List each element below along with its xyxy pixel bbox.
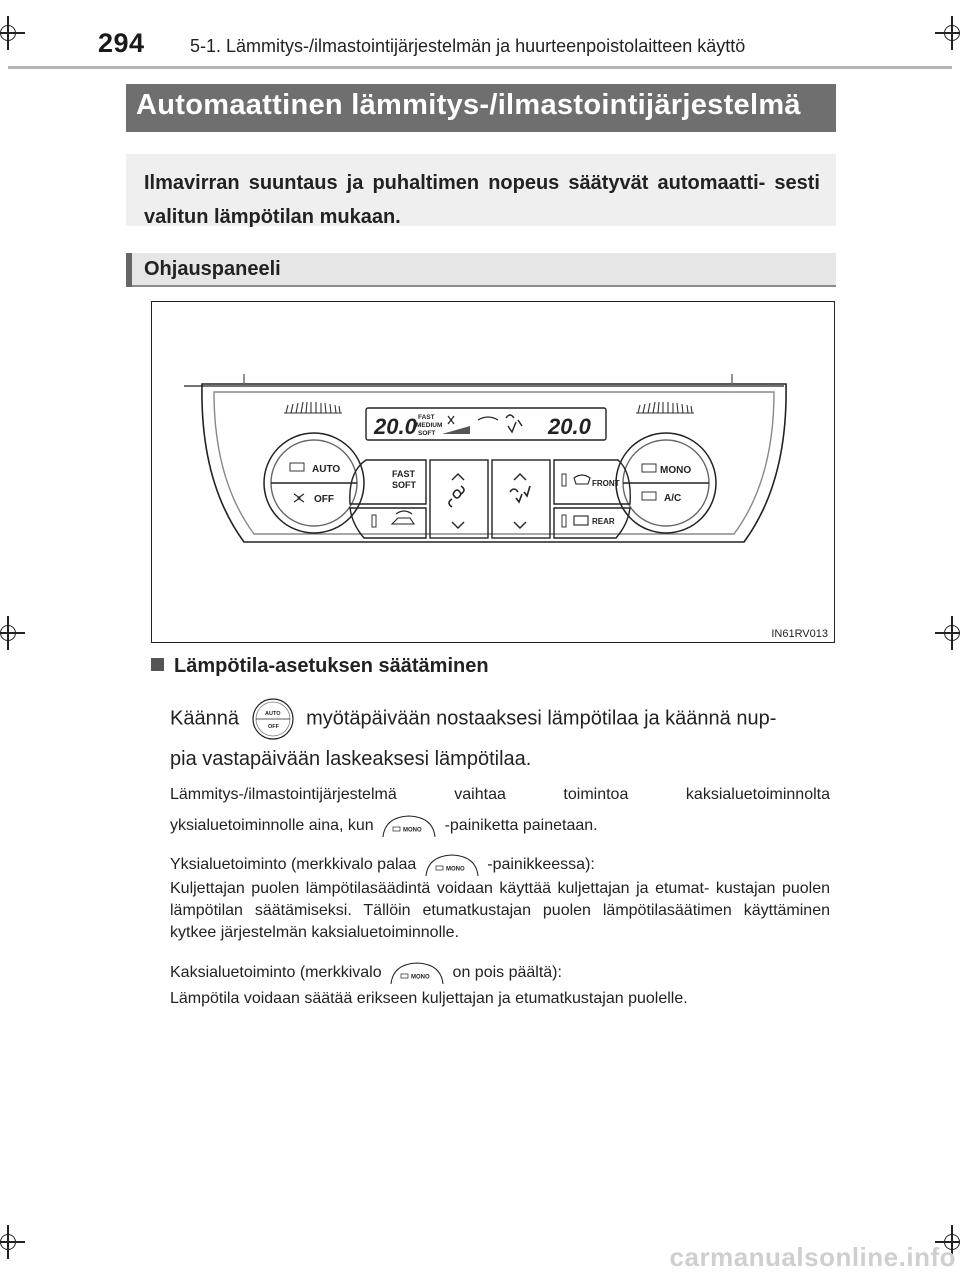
- control-panel-illustration: [152, 302, 836, 644]
- svg-text:MONO: MONO: [411, 974, 430, 981]
- off-button-label: OFF: [314, 494, 334, 505]
- single-zone-heading: Yksialuetoiminto (merkkivalo palaa MONO -painikkeessa):: [170, 852, 830, 878]
- subsection-title: Ohjauspaneeli: [144, 258, 281, 280]
- auto-indicator-icon: [290, 463, 304, 471]
- front-indicator-icon: [562, 474, 566, 486]
- driver-temperature-dial[interactable]: [264, 433, 364, 533]
- section-title: Automaattinen lämmitys-/ilmastointijärjestelmä: [136, 89, 801, 121]
- fan-up-chevron-icon: [452, 474, 464, 480]
- display-temp-right: 20.0: [548, 414, 591, 439]
- temperature-instruction-line2: pia vastapäivään laskeaksesi lämpötilaa.: [170, 748, 532, 770]
- page-number: 294: [98, 28, 145, 58]
- fan-icon: [449, 486, 464, 507]
- header-rule: [8, 66, 952, 69]
- fan-down-chevron-icon: [452, 522, 464, 528]
- fan-level-bar: [442, 426, 470, 434]
- display-temp-left: 20.0: [374, 414, 417, 439]
- ac-indicator-icon: [642, 492, 656, 500]
- svg-text:AUTO: AUTO: [264, 711, 281, 717]
- recirculation-icon: [392, 511, 414, 524]
- mode-switch-line2: yksialuetoiminnolle aina, kun MONO -painiketta painetaan.: [170, 813, 830, 839]
- dual-zone-heading: Kaksialuetoiminto (merkkivalo MONO on pois päältä):: [170, 960, 830, 986]
- mode-switch-line1: Lämmitys-/ilmastointijärjestelmä vaihtaa toimintoa kaksialuetoiminnolta: [170, 786, 830, 803]
- subsection-heading: [126, 253, 836, 287]
- crop-mark-mid-right: [935, 616, 960, 650]
- rear-indicator-icon: [562, 515, 566, 527]
- ac-button-label: A/C: [664, 493, 682, 504]
- mode-up-chevron-icon: [514, 474, 526, 480]
- fan-off-icon: [294, 494, 304, 502]
- rear-label: REAR: [592, 517, 615, 526]
- display-airflow-icon: [506, 415, 522, 432]
- crop-mark-top-right: [935, 16, 960, 50]
- mode-down-chevron-icon: [514, 522, 526, 528]
- mono-button-label: MONO: [660, 465, 692, 476]
- crop-mark-bottom-left: [0, 1225, 25, 1259]
- crop-mark-top-left: [0, 16, 25, 50]
- front-label: FRONT: [592, 479, 620, 488]
- airflow-mode-icon: [510, 486, 530, 502]
- display-fan-icon: [448, 416, 454, 424]
- mono-indicator-icon: [642, 464, 656, 472]
- fan-speed-rocker[interactable]: [430, 460, 488, 538]
- front-defroster-icon: [574, 475, 590, 484]
- running-title: 5-1. Lämmitys-/ilmastointijärjestelmän ja huurteenpoistolaitteen käyttö: [190, 36, 746, 56]
- temperature-heading: Lämpötila-asetuksen säätäminen: [151, 655, 489, 678]
- vent-marks-left: [284, 402, 342, 413]
- bullet-square-icon: [151, 658, 164, 671]
- vent-marks-right: [636, 402, 694, 413]
- figure-code: IN61RV013: [771, 628, 828, 640]
- svg-text:MONO: MONO: [403, 827, 422, 834]
- passenger-temperature-dial[interactable]: [616, 433, 716, 533]
- mono-button-icon: [389, 960, 445, 986]
- auto-button-label: AUTO: [312, 464, 341, 475]
- recirculation-indicator-icon: [372, 515, 376, 527]
- fast-label: FAST: [392, 469, 416, 479]
- airflow-mode-rocker[interactable]: [492, 460, 550, 538]
- watermark: carmanualsonline.info: [669, 1242, 956, 1272]
- section-banner: [126, 84, 836, 132]
- svg-text:MONO: MONO: [445, 866, 465, 873]
- display-fan-fast: FAST: [418, 414, 435, 421]
- control-panel-figure: [151, 301, 835, 643]
- dual-zone-body: Lämpötila voidaan säätää erikseen kuljettajan ja etumatkustajan puolelle.: [170, 990, 688, 1007]
- intro-text: Ilmavirran suuntaus ja puhaltimen nopeus säätyvät automaatti- sesti valitun lämpötilan mukaan.: [144, 172, 820, 228]
- rear-defroster-icon: [574, 516, 588, 525]
- soft-label: SOFT: [392, 480, 416, 490]
- single-zone-body: Kuljettajan puolen lämpötilasäädintä voidaan käyttää kuljettajan ja etumat- kustajan puolen lämpötilan säätämiseksi. Tällöin etumatkustajan puolen lämpötilasäätimen käyttäminen kytkee järjestelmän kaksialuetoiminnolle.: [170, 880, 830, 941]
- svg-text:OFF: OFF: [267, 724, 279, 730]
- crop-mark-mid-left: [0, 616, 25, 650]
- auto-off-dial-icon: [251, 697, 295, 741]
- display-fan-medium: MEDIUM: [416, 422, 443, 429]
- mono-button-icon: [424, 852, 480, 878]
- mono-button-icon: [381, 813, 437, 839]
- intro-box: [126, 154, 836, 226]
- display-fan-soft: SOFT: [418, 430, 436, 437]
- temperature-instruction-line1: Käännä AUTO OFF myötäpäivään nostaaksesi lämpötilaa ja käännä nup-: [170, 697, 776, 741]
